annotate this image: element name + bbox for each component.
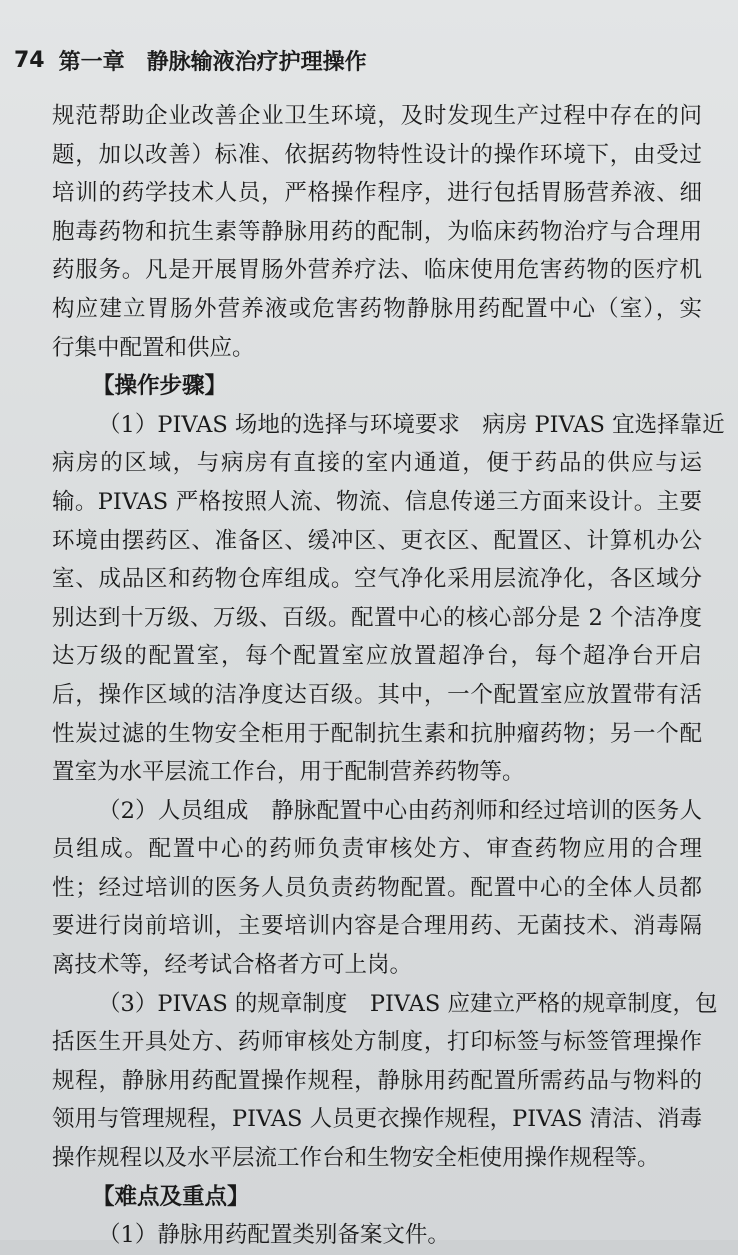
section-heading-key-points: 【难点及重点】 xyxy=(92,1183,250,1210)
text-line: 性炭过滤的生物安全柜用于配制抗生素和抗肿瘤药物；另一个配 xyxy=(52,720,702,747)
text-line: 规程，静脉用药配置操作规程，静脉用药配置所需药品与物料的 xyxy=(52,1067,702,1094)
text-line: 操作规程以及水平层流工作台和生物安全柜使用操作规程等。 xyxy=(52,1145,660,1172)
section-heading-steps: 【操作步骤】 xyxy=(92,373,228,400)
text-line: 行集中配置和供应。 xyxy=(52,334,255,361)
text-line: 题，加以改善）标准、依据药物特性设计的操作环境下，由受过 xyxy=(52,141,702,168)
body-text xyxy=(52,97,725,1255)
text-line: 输。PIVAS 严格按照人流、物流、信息传递三方面来设计。主要 xyxy=(52,488,702,515)
text-line: 后，操作区域的洁净度达百级。其中，一个配置室应放置带有活 xyxy=(52,681,702,708)
paragraph-key-point-1 xyxy=(52,1216,702,1255)
text-line: 胞毒药物和抗生素等静脉用药的配制，为临床药物治疗与合理用 xyxy=(52,218,702,245)
text-line: 病房的区域，与病房有直接的室内通道，便于药品的供应与运 xyxy=(52,450,702,477)
text-line: 别达到十万级、万级、百级。配置中心的核心部分是 2 个洁净度 xyxy=(52,604,702,631)
paragraph-staffing xyxy=(52,792,702,985)
text-line: 环境由摆药区、准备区、缓冲区、更衣区、配置区、计算机办公 xyxy=(52,527,702,554)
text-line: （1）静脉用药配置类别备案文件。 xyxy=(98,1222,450,1249)
text-line: 药服务。凡是开展胃肠外营养疗法、临床使用危害药物的医疗机 xyxy=(52,257,702,284)
text-line: 离技术等，经考试合格者方可上岗。 xyxy=(52,952,413,979)
text-line: 置室为水平层流工作台，用于配制营养药物等。 xyxy=(52,759,525,786)
text-line: 规范帮助企业改善企业卫生环境，及时发现生产过程中存在的问 xyxy=(52,103,702,129)
paragraph-site-environment xyxy=(52,406,725,792)
text-line: （1）PIVAS 场地的选择与环境要求 病房 PIVAS 宜选择靠近 xyxy=(98,411,725,438)
text-line: 员组成。配置中心的药师负责审核处方、审查药物应用的合理 xyxy=(52,836,702,863)
text-line: 要进行岗前培训，主要培训内容是合理用药、无菌技术、消毒隔 xyxy=(52,913,702,940)
text-line: 括医生开具处方、药师审核处方制度，打印标签与标签管理操作 xyxy=(52,1029,702,1056)
page-number: 74 xyxy=(14,47,45,73)
text-line: （3）PIVAS 的规章制度 PIVAS 应建立严格的规章制度，包 xyxy=(98,990,718,1017)
chapter-title: 静脉输液治疗护理操作 xyxy=(146,49,367,75)
running-head xyxy=(14,40,367,80)
intro-paragraph xyxy=(52,97,702,367)
text-line: 室、成品区和药物仓库组成。空气净化采用层流净化，各区域分 xyxy=(52,566,702,593)
text-line: 领用与管理规程，PIVAS 人员更衣操作规程，PIVAS 清洁、消毒 xyxy=(52,1106,703,1133)
text-line: 构应建立胃肠外营养液或危害药物静脉用药配置中心（室），实 xyxy=(52,295,702,322)
text-line: 性；经过培训的医务人员负责药物配置。配置中心的全体人员都 xyxy=(52,874,702,901)
text-line: 培训的药学技术人员，严格操作程序，进行包括胃肠营养液、细 xyxy=(52,180,702,207)
chapter-label: 第一章 xyxy=(58,49,125,75)
paragraph-regulations xyxy=(52,985,718,1178)
text-line: （2）人员组成 静脉配置中心由药剂师和经过培训的医务人 xyxy=(98,797,702,824)
text-line: 达万级的配置室，每个配置室应放置超净台，每个超净台开启 xyxy=(52,643,702,670)
